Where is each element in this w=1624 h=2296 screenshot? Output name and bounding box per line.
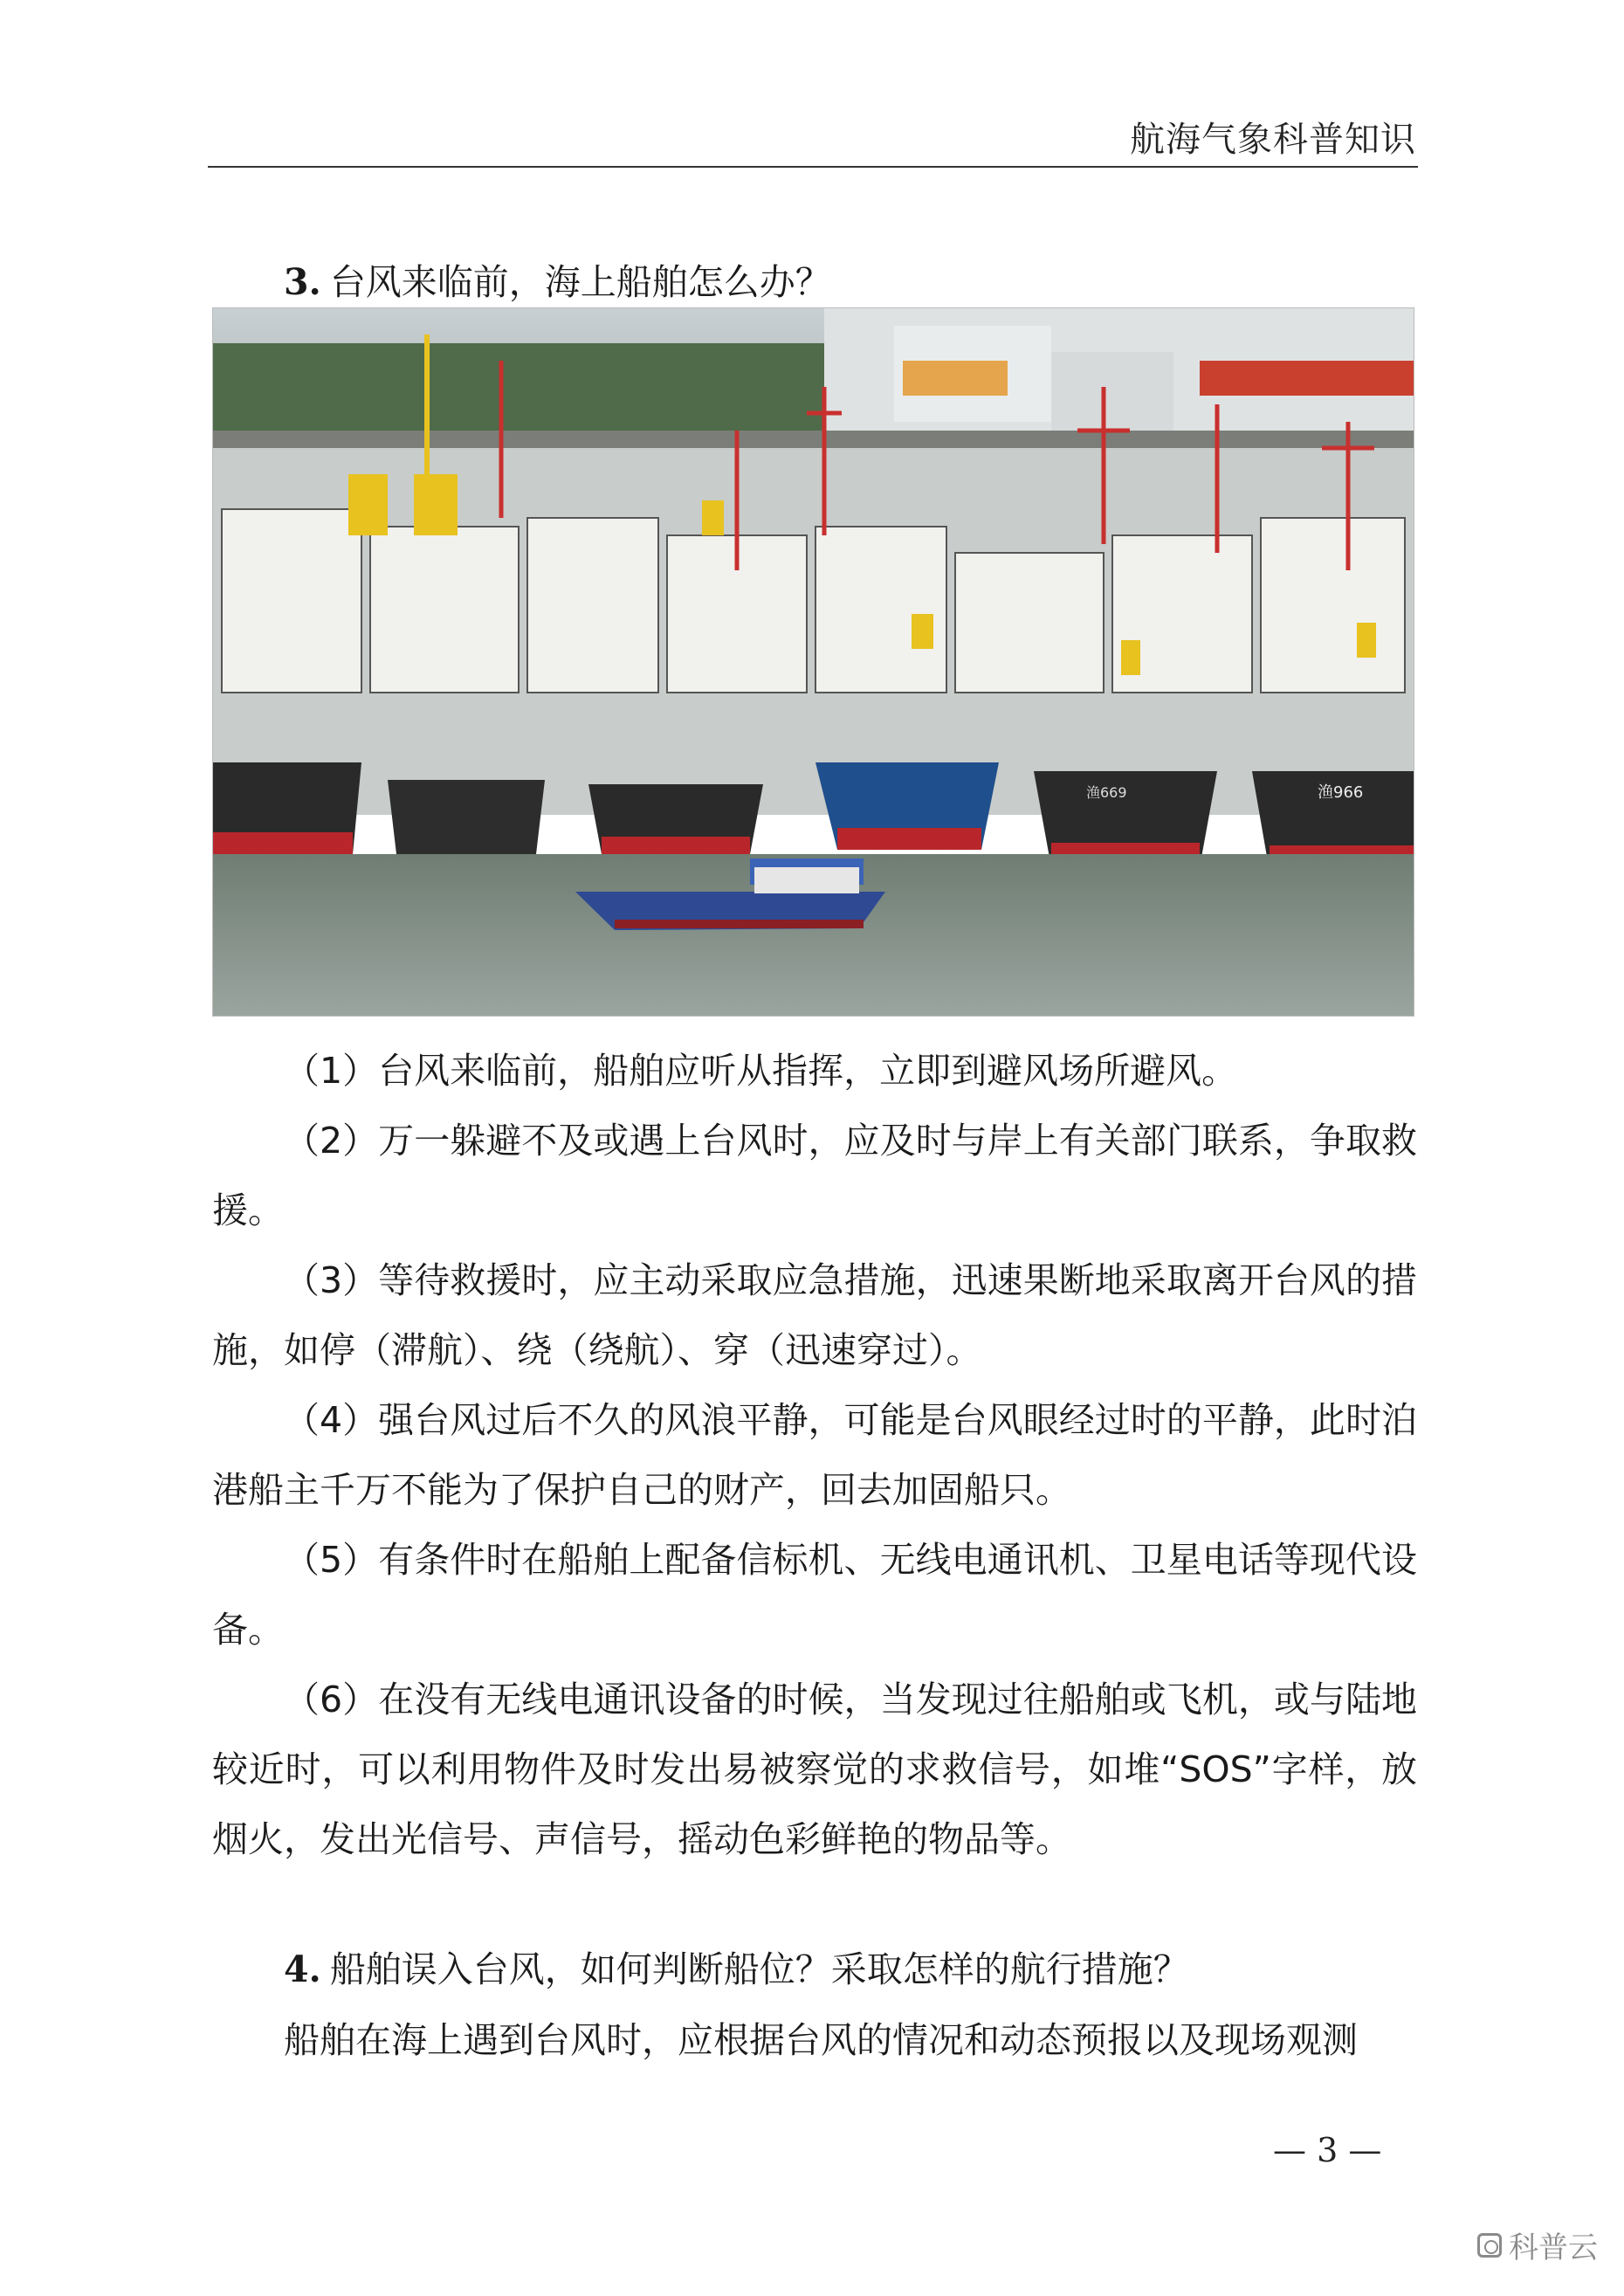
page-number: — 3 —	[1273, 2131, 1382, 2169]
section-4-heading	[284, 1941, 1189, 1992]
harbor-photo	[212, 307, 1414, 1017]
section-3-paragraph-4: （4）强台风过后不久的风浪平静，可能是台风眼经过时的平静，此时泊港船主千万不能为了保护自己的财产，回去加固船只。	[212, 1399, 1417, 1511]
watermark	[1477, 2224, 1598, 2266]
header-rule	[208, 166, 1418, 168]
section-4-number: 4.	[284, 1948, 321, 1990]
section-4-paragraph-1: 船舶在海上遇到台风时，应根据台风的情况和动态预报以及现场观测	[284, 2019, 1358, 2061]
header-title: 航海气象科普知识	[1130, 120, 1416, 160]
section-4-title: 船舶误入台风，如何判断船位？采取怎样的航行措施？	[329, 1948, 1189, 1990]
watermark-logo-icon	[1477, 2233, 1502, 2258]
section-3-paragraph-5: （5）有条件时在船舶上配备信标机、无线电通讯机、卫星电话等现代设备。	[212, 1539, 1417, 1651]
section-3-paragraph-2: （2）万一躲避不及或遇上台风时，应及时与岸上有关部门联系，争取救援。	[212, 1120, 1417, 1231]
watermark-text: 科普云	[1509, 2230, 1598, 2265]
harbor-photo-illustration	[213, 308, 1414, 1016]
hull-label-669: 渔669	[1086, 784, 1127, 801]
section-3-paragraph-3: （3）等待救援时，应主动采取应急措施，迅速果断地采取离开台风的措施，如停（滞航）、绕（绕航）、穿（迅速穿过）。	[212, 1259, 1417, 1371]
section-3-title: 台风来临前，海上船舶怎么办？	[329, 261, 831, 303]
section-3-paragraph-1: （1）台风来临前，船舶应听从指挥，立即到避风场所避风。	[284, 1050, 1238, 1092]
section-3-heading	[284, 253, 831, 305]
section-3-paragraph-6: （6）在没有无线电通讯设备的时候，当发现过往船舶或飞机，或与陆地较近时，可以利用物件及时发出易被察觉的求救信号，如堆“SOS”字样，放烟火，发出光信号、声信号，摇动色彩鲜艳的物品等。	[212, 1679, 1417, 1860]
section-3-number: 3.	[284, 261, 321, 303]
hull-label-966: 渔966	[1318, 783, 1364, 802]
